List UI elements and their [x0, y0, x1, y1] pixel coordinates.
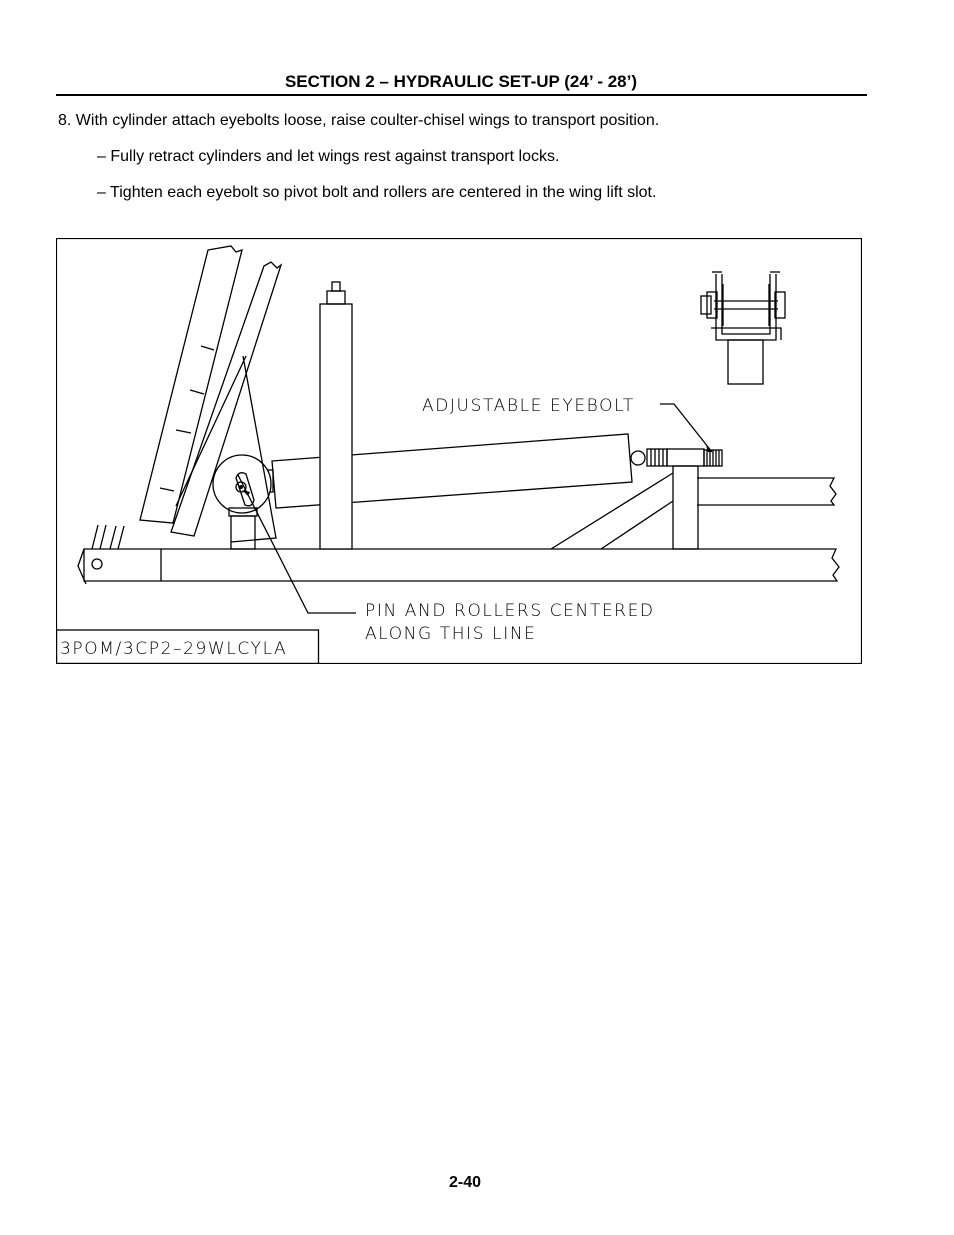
page-number: 2-40 — [448, 1174, 482, 1191]
section-title: SECTION 2 – HYDRAULIC SET-UP (24’ - 28’) — [284, 72, 638, 91]
instruction-substep: – Fully retract cylinders and let wings rest against transport locks. — [97, 148, 560, 165]
instruction-substep: – Tighten each eyebolt so pivot bolt and rollers are centered in the wing lift slot. — [97, 184, 657, 201]
eyebolt-callout: ADJUSTABLE EYEBOLT — [422, 396, 635, 416]
pin-callout-line1: PIN AND ROLLERS CENTERED — [365, 601, 655, 621]
drawing-id: 3POM/3CP2–29WLCYLA — [60, 639, 288, 659]
hydraulic-setup-diagram — [56, 238, 862, 664]
title-rule — [56, 94, 867, 96]
pin-callout-line2: ALONG THIS LINE — [365, 624, 537, 644]
instruction-step: 8. With cylinder attach eyebolts loose, raise coulter-chisel wings to transport position. — [58, 112, 660, 129]
